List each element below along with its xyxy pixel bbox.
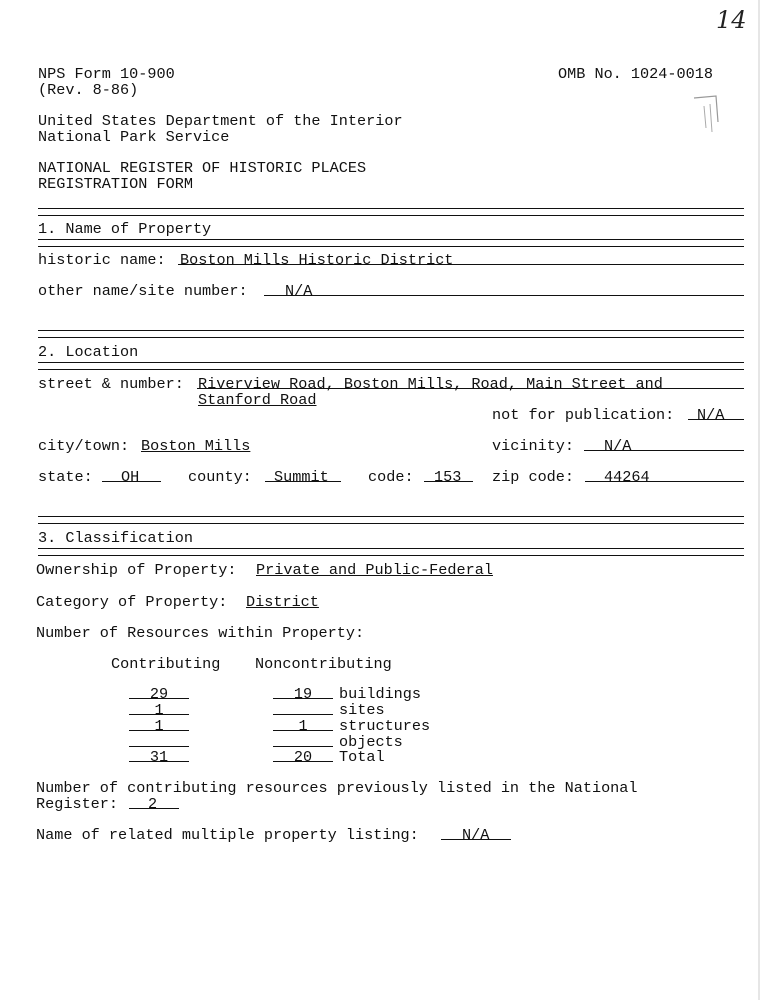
category-label: Category of Property: — [36, 593, 228, 611]
resource-type: sites — [339, 701, 385, 719]
blank-line — [273, 730, 333, 731]
form-revision: (Rev. 8-86) — [38, 81, 139, 99]
service: National Park Service — [38, 128, 230, 146]
section-divider — [38, 362, 744, 370]
ownership-value: Private and Public-Federal — [256, 561, 493, 579]
code-value: 153 — [434, 468, 462, 486]
vicinity-value: N/A — [604, 437, 632, 455]
noncontributing-column-header: Noncontributing — [255, 655, 392, 673]
section-1-heading: 1. Name of Property — [38, 220, 212, 238]
other-name-line — [264, 295, 744, 296]
ownership-label: Ownership of Property: — [36, 561, 237, 579]
contributing-count: 1 — [154, 717, 164, 735]
street-value-line2: Stanford Road — [198, 391, 317, 409]
historic-name-label: historic name: — [38, 251, 166, 269]
resource-type: buildings — [339, 685, 422, 703]
register-title: NATIONAL REGISTER OF HISTORIC PLACES — [38, 159, 367, 177]
noncontributing-count: 1 — [298, 717, 308, 735]
previously-listed-label: Number of contributing resources previously listed in the National — [36, 779, 638, 797]
section-2-heading: 2. Location — [38, 343, 139, 361]
not-for-publication-value: N/A — [697, 406, 725, 424]
form-title: REGISTRATION FORM — [38, 175, 193, 193]
section-divider — [38, 548, 744, 556]
zip-value: 44264 — [604, 468, 650, 486]
blank-line — [129, 746, 189, 747]
historic-name-value: Boston Mills Historic District — [180, 251, 454, 269]
category-value: District — [246, 593, 319, 611]
contributing-total: 31 — [149, 748, 169, 766]
contributing-count: 1 — [154, 701, 164, 719]
not-for-publication-label: not for publication: — [492, 406, 675, 424]
county-label: county: — [188, 468, 252, 486]
stamp-mark-icon — [686, 92, 726, 142]
multiple-listing-label: Name of related multiple property listing: — [36, 826, 419, 844]
city-value: Boston Mills — [141, 437, 251, 455]
resources-label: Number of Resources within Property: — [36, 624, 365, 642]
section-divider — [38, 239, 744, 247]
city-label: city/town: — [38, 437, 130, 455]
state-label: state: — [38, 468, 93, 486]
contributing-count: 29 — [149, 685, 169, 703]
resource-type: Total — [339, 748, 385, 766]
handwritten-page-number: 14 — [716, 6, 747, 34]
blank-line — [273, 698, 333, 699]
county-value: Summit — [274, 468, 329, 486]
blank-line — [129, 714, 189, 715]
department: United States Department of the Interior — [38, 112, 403, 130]
code-label: code: — [368, 468, 414, 486]
section-divider — [38, 208, 744, 216]
blank-line — [129, 698, 189, 699]
form-number: NPS Form 10-900 — [38, 65, 175, 83]
section-divider — [38, 330, 744, 338]
contributing-column-header: Contributing — [111, 655, 221, 673]
other-name-value: N/A — [285, 282, 313, 300]
resource-type: structures — [339, 717, 431, 735]
state-value: OH — [121, 468, 140, 486]
blank-line — [273, 746, 333, 747]
multiple-listing-value: N/A — [462, 826, 490, 844]
noncontributing-total: 20 — [293, 748, 313, 766]
blank-line — [273, 714, 333, 715]
zip-label: zip code: — [492, 468, 575, 486]
register-label: Register: — [36, 795, 119, 813]
other-name-label: other name/site number: — [38, 282, 248, 300]
noncontributing-count: 19 — [293, 685, 313, 703]
blank-line — [129, 761, 189, 762]
omb-number: OMB No. 1024-0018 — [558, 65, 713, 83]
section-3-heading: 3. Classification — [38, 529, 193, 547]
vicinity-label: vicinity: — [492, 437, 575, 455]
blank-line — [129, 730, 189, 731]
resource-type: objects — [339, 733, 403, 751]
blank-line — [273, 761, 333, 762]
street-label: street & number: — [38, 375, 184, 393]
street-value-line1: Riverview Road, Boston Mills, Road, Main Street and — [198, 375, 663, 393]
previously-listed-value: 2 — [148, 795, 158, 813]
section-divider — [38, 516, 744, 524]
